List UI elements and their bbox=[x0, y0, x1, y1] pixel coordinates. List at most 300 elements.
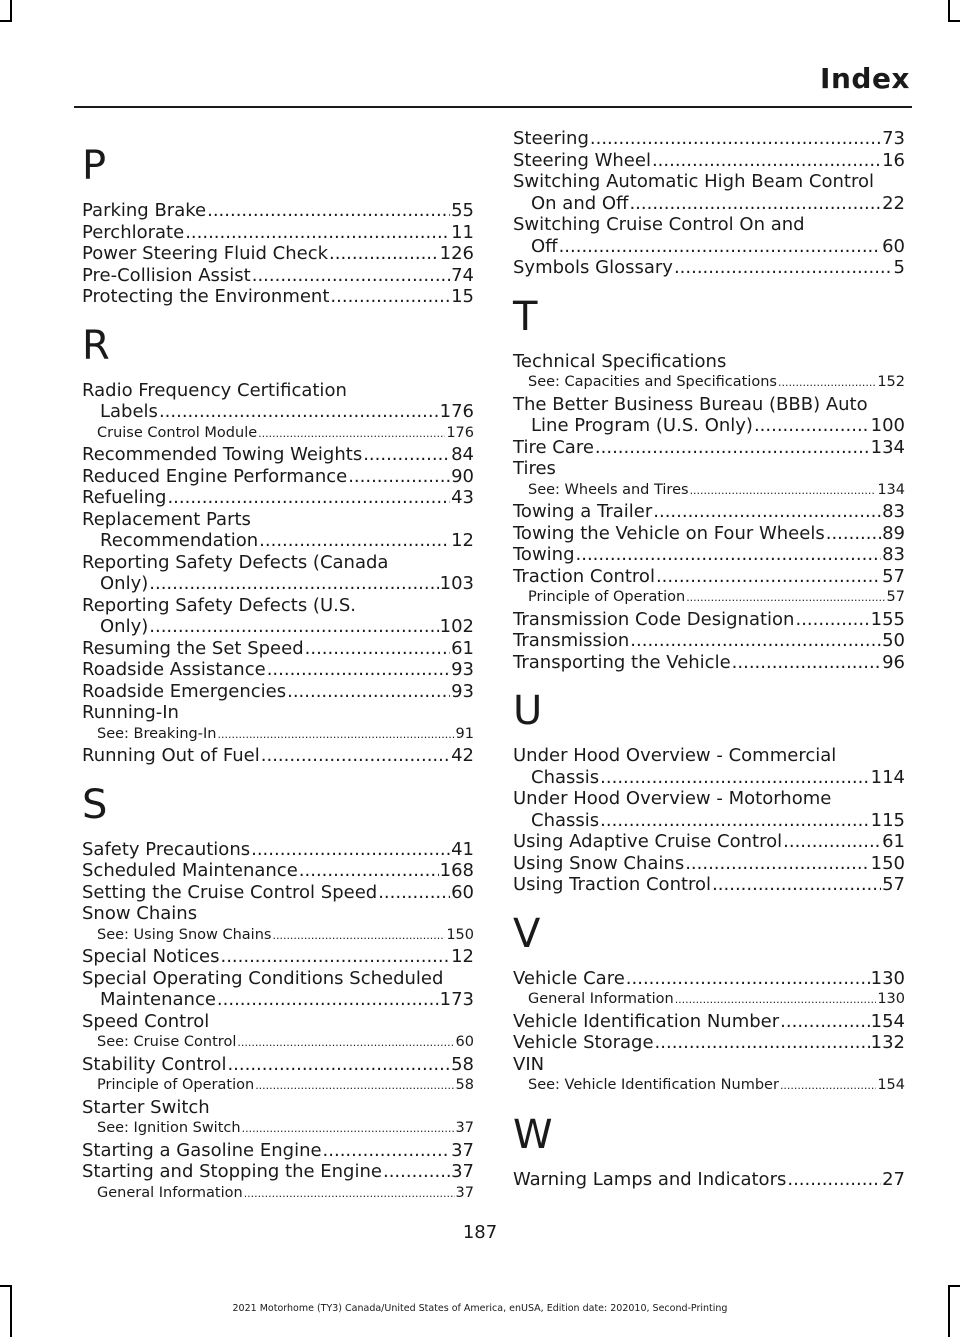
page-ref[interactable]: 96 bbox=[882, 651, 905, 673]
index-heading: Tires bbox=[513, 458, 556, 479]
page-ref[interactable]: 58 bbox=[451, 1053, 474, 1075]
page-ref[interactable]: 115 bbox=[870, 809, 905, 831]
entry-text-line1: Radio Frequency Certification bbox=[82, 379, 347, 401]
page-ref[interactable]: 73 bbox=[882, 128, 905, 149]
entry-row bbox=[513, 566, 905, 588]
section-letter: W bbox=[513, 1111, 553, 1158]
entry-row bbox=[528, 372, 905, 394]
entry-text: Pre-Collision Assist bbox=[82, 264, 251, 286]
entry-text: Resuming the Set Speed bbox=[82, 637, 304, 659]
index-entry[interactable] bbox=[513, 544, 905, 566]
entry-row bbox=[82, 745, 474, 767]
index-heading: Running-In bbox=[82, 702, 179, 723]
index-entry[interactable] bbox=[513, 437, 905, 459]
page-ref[interactable]: 114 bbox=[870, 766, 905, 788]
index-entry[interactable] bbox=[82, 882, 474, 904]
dot-leader bbox=[159, 401, 439, 423]
entry-text: Cruise Control Module bbox=[97, 424, 258, 441]
dot-leader bbox=[255, 1075, 454, 1097]
entry-row bbox=[82, 659, 474, 681]
index-entry[interactable] bbox=[513, 652, 905, 674]
dot-leader bbox=[251, 839, 450, 861]
index-subentry[interactable] bbox=[513, 480, 905, 502]
dot-leader bbox=[630, 630, 881, 652]
entry-text-line1: Under Hood Overview - Motorhome bbox=[513, 788, 832, 809]
dot-leader bbox=[305, 638, 450, 660]
page-ref[interactable]: 11 bbox=[451, 221, 474, 243]
entry-text: General Information bbox=[528, 991, 674, 1007]
index-entry[interactable] bbox=[82, 552, 474, 595]
page-ref[interactable]: 90 bbox=[451, 465, 474, 487]
page-ref[interactable]: 100 bbox=[870, 415, 905, 436]
index-subentry[interactable] bbox=[82, 1075, 474, 1097]
page-ref[interactable]: 15 bbox=[451, 286, 474, 307]
page-ref[interactable]: 83 bbox=[882, 544, 905, 565]
section-letter: R bbox=[82, 322, 110, 369]
dot-leader bbox=[244, 1183, 455, 1205]
dot-leader bbox=[167, 487, 450, 509]
page-ref[interactable]: 58 bbox=[455, 1077, 474, 1093]
index-entry[interactable] bbox=[82, 681, 474, 703]
entry-text: Labels bbox=[100, 401, 158, 422]
entry-row bbox=[513, 767, 905, 789]
entry-row bbox=[82, 200, 474, 222]
index-entry[interactable] bbox=[513, 214, 905, 257]
page-ref[interactable]: 37 bbox=[451, 1139, 474, 1161]
entry-row bbox=[82, 573, 474, 595]
entry-text: Setting the Cruise Control Speed bbox=[82, 881, 378, 903]
entry-row bbox=[82, 1054, 474, 1076]
dot-leader bbox=[778, 372, 876, 394]
page-ref[interactable]: 176 bbox=[446, 424, 474, 441]
dot-leader bbox=[674, 257, 893, 279]
entry-row bbox=[513, 437, 905, 459]
entry-row bbox=[82, 882, 474, 904]
index-entry[interactable] bbox=[513, 1032, 905, 1054]
page-title: Index bbox=[820, 62, 910, 95]
entry-row bbox=[528, 480, 905, 502]
entry-row bbox=[513, 544, 905, 566]
index-subentry[interactable] bbox=[513, 372, 905, 394]
page-ref[interactable]: 16 bbox=[882, 149, 905, 171]
page-ref[interactable]: 176 bbox=[439, 401, 474, 422]
entry-row bbox=[82, 243, 474, 265]
entry-text-line1: The Better Business Bureau (BBB) Auto bbox=[513, 393, 868, 415]
crop-mark bbox=[948, 0, 950, 22]
index-entry[interactable] bbox=[513, 788, 905, 831]
entry-row bbox=[82, 839, 474, 861]
entry-text: Using Snow Chains bbox=[513, 852, 685, 874]
crop-mark bbox=[948, 20, 960, 22]
index-entry[interactable] bbox=[513, 150, 905, 172]
index-entry[interactable] bbox=[82, 200, 474, 222]
index-entry[interactable] bbox=[82, 1140, 474, 1162]
entry-row bbox=[82, 946, 474, 968]
index-heading: Technical Specifications bbox=[513, 350, 727, 372]
entry-text: Principle of Operation bbox=[528, 589, 686, 605]
index-subentry[interactable] bbox=[82, 1183, 474, 1205]
index-heading: Snow Chains bbox=[82, 903, 198, 924]
entry-row bbox=[82, 616, 474, 638]
page-ref[interactable]: 132 bbox=[870, 1032, 905, 1053]
entry-text: Vehicle Care bbox=[513, 967, 625, 989]
page-ref[interactable]: 37 bbox=[455, 1120, 474, 1136]
entry-text: Towing a Trailer bbox=[513, 501, 653, 522]
entry-row bbox=[97, 1118, 474, 1140]
index-entry[interactable] bbox=[513, 394, 905, 437]
entry-text-line1: Reporting Safety Defects (Canada bbox=[82, 551, 389, 573]
entry-text: Using Traction Control bbox=[513, 874, 712, 895]
dot-leader bbox=[600, 810, 869, 832]
page-ref[interactable]: 93 bbox=[451, 680, 474, 702]
entry-text: Transporting the Vehicle bbox=[513, 651, 731, 673]
dot-leader bbox=[287, 681, 450, 703]
index-entry[interactable] bbox=[513, 523, 905, 545]
page-ref[interactable]: 57 bbox=[882, 565, 905, 587]
entry-text: General Information bbox=[97, 1184, 243, 1201]
entry-row bbox=[513, 1169, 905, 1191]
index-entry[interactable] bbox=[82, 1054, 474, 1076]
page-ref[interactable]: 150 bbox=[870, 852, 905, 874]
index-entry[interactable] bbox=[513, 1169, 905, 1191]
page-ref[interactable]: 84 bbox=[451, 444, 474, 465]
dot-leader bbox=[712, 874, 881, 896]
entry-row bbox=[97, 1032, 474, 1054]
index-entry[interactable] bbox=[82, 380, 474, 423]
index-subentry[interactable] bbox=[513, 1075, 905, 1097]
dot-leader bbox=[675, 989, 877, 1011]
header-rule bbox=[74, 106, 912, 108]
dot-leader bbox=[242, 1118, 455, 1140]
index-entry[interactable] bbox=[513, 609, 905, 631]
dot-leader bbox=[780, 1075, 876, 1097]
entry-text-line1: Switching Automatic High Beam Control bbox=[513, 171, 874, 192]
page-ref[interactable]: 130 bbox=[877, 991, 905, 1007]
entry-text: Roadside Emergencies bbox=[82, 680, 287, 702]
entry-text: Starting and Stopping the Engine bbox=[82, 1161, 382, 1182]
entry-row bbox=[82, 681, 474, 703]
entry-row bbox=[513, 501, 905, 523]
index-entry[interactable] bbox=[513, 630, 905, 652]
page-ref[interactable]: 27 bbox=[882, 1168, 905, 1190]
index-entry[interactable] bbox=[82, 1161, 474, 1183]
entry-row bbox=[82, 466, 474, 488]
entry-row bbox=[82, 530, 474, 552]
page-ref[interactable]: 74 bbox=[451, 264, 474, 286]
entry-text: See: Cruise Control bbox=[97, 1034, 237, 1050]
entry-row bbox=[513, 236, 905, 258]
page-ref[interactable]: 43 bbox=[451, 487, 474, 508]
section-letter: T bbox=[513, 293, 538, 340]
page-ref[interactable]: 154 bbox=[870, 1010, 905, 1032]
page-ref[interactable]: 152 bbox=[877, 374, 905, 390]
dot-leader bbox=[363, 444, 450, 466]
index-entry[interactable] bbox=[82, 839, 474, 861]
page-ref[interactable]: 150 bbox=[446, 926, 474, 943]
dot-leader bbox=[686, 587, 885, 609]
page-ref[interactable]: 155 bbox=[870, 608, 905, 630]
entry-row bbox=[82, 444, 474, 466]
entry-row bbox=[82, 265, 474, 287]
page-ref[interactable]: 55 bbox=[451, 200, 474, 221]
index-subentry[interactable] bbox=[82, 1032, 474, 1054]
entry-text: Recommended Towing Weights bbox=[82, 444, 363, 465]
index-entry[interactable] bbox=[513, 171, 905, 214]
entry-row bbox=[513, 193, 905, 215]
page-ref[interactable]: 12 bbox=[451, 530, 474, 551]
entry-text: Recommendation bbox=[100, 530, 259, 551]
entry-text: Scheduled Maintenance bbox=[82, 860, 298, 881]
page-ref[interactable]: 134 bbox=[870, 436, 905, 458]
page-ref[interactable]: 61 bbox=[451, 637, 474, 659]
dot-leader bbox=[787, 1169, 881, 1191]
page-ref[interactable]: 134 bbox=[877, 481, 905, 498]
entry-row bbox=[513, 853, 905, 875]
dot-leader bbox=[185, 222, 450, 244]
dot-leader bbox=[656, 566, 881, 588]
index-entry[interactable] bbox=[82, 968, 474, 1011]
index-entry[interactable] bbox=[82, 638, 474, 660]
index-entry[interactable] bbox=[513, 1011, 905, 1033]
page-ref[interactable]: 130 bbox=[870, 967, 905, 989]
index-entry[interactable] bbox=[82, 509, 474, 552]
index-subentry[interactable] bbox=[513, 989, 905, 1011]
index-entry[interactable] bbox=[513, 501, 905, 523]
entry-text: Transmission Code Designation bbox=[513, 608, 795, 630]
entry-row bbox=[513, 523, 905, 545]
entry-text: On and Off bbox=[531, 192, 629, 214]
entry-text: Symbols Glossary bbox=[513, 257, 673, 278]
page-ref[interactable]: 57 bbox=[882, 874, 905, 895]
index-column-right bbox=[513, 128, 905, 1190]
index-subentry[interactable] bbox=[513, 587, 905, 609]
entry-row bbox=[513, 874, 905, 896]
dot-leader bbox=[220, 946, 450, 968]
dot-leader bbox=[690, 480, 877, 502]
entry-text: See: Using Snow Chains bbox=[97, 926, 272, 943]
page-ref[interactable]: 12 bbox=[451, 946, 474, 967]
section-letter: S bbox=[82, 781, 108, 828]
page-ref[interactable]: 57 bbox=[886, 589, 905, 605]
footer-text: 2021 Motorhome (TY3) Canada/United States of America, enUSA, Edition date: 202010, Second-Printing bbox=[232, 1303, 728, 1314]
index-heading: Speed Control bbox=[82, 1010, 210, 1032]
index-entry[interactable] bbox=[82, 265, 474, 287]
entry-row bbox=[513, 1011, 905, 1033]
index-entry[interactable] bbox=[82, 860, 474, 882]
entry-row bbox=[97, 724, 474, 746]
entry-row bbox=[513, 128, 905, 150]
entry-row bbox=[513, 415, 905, 437]
entry-row bbox=[528, 989, 905, 1011]
entry-text: Towing the Vehicle on Four Wheels bbox=[513, 522, 825, 544]
index-entry[interactable] bbox=[513, 831, 905, 853]
index-entry[interactable] bbox=[82, 243, 474, 265]
entry-text: Chassis bbox=[531, 809, 600, 831]
dot-leader bbox=[259, 530, 450, 552]
index-entry[interactable] bbox=[82, 659, 474, 681]
dot-leader bbox=[754, 415, 870, 437]
index-subentry[interactable] bbox=[82, 724, 474, 746]
page-ref[interactable]: 103 bbox=[439, 573, 474, 594]
dot-leader bbox=[576, 544, 882, 566]
dot-leader bbox=[595, 437, 870, 459]
page-ref[interactable]: 91 bbox=[455, 725, 474, 742]
entry-row bbox=[82, 860, 474, 882]
entry-text: Traction Control bbox=[513, 565, 655, 587]
dot-leader bbox=[826, 523, 881, 545]
dot-leader bbox=[227, 1054, 450, 1076]
dot-leader bbox=[655, 1032, 870, 1054]
index-subentry[interactable] bbox=[82, 423, 474, 445]
entry-row bbox=[82, 487, 474, 509]
index-entry[interactable] bbox=[513, 566, 905, 588]
entry-row bbox=[513, 1032, 905, 1054]
dot-leader bbox=[299, 860, 439, 882]
crop-mark bbox=[948, 1285, 960, 1287]
dot-leader bbox=[261, 745, 450, 767]
page-ref[interactable]: 83 bbox=[882, 501, 905, 522]
entry-row bbox=[82, 401, 474, 423]
entry-text: Parking Brake bbox=[82, 200, 207, 221]
page-ref[interactable]: 50 bbox=[882, 630, 905, 651]
index-entry[interactable] bbox=[513, 128, 905, 150]
index-entry[interactable] bbox=[513, 968, 905, 990]
page-ref[interactable]: 37 bbox=[451, 1161, 474, 1182]
index-entry[interactable] bbox=[513, 853, 905, 875]
entry-text: Warning Lamps and Indicators bbox=[513, 1168, 787, 1190]
index-subentry[interactable] bbox=[82, 1118, 474, 1140]
dot-leader bbox=[685, 853, 869, 875]
page-ref[interactable]: 60 bbox=[882, 235, 905, 257]
dot-leader bbox=[378, 882, 450, 904]
dot-leader bbox=[267, 659, 450, 681]
entry-row bbox=[528, 1075, 905, 1097]
index-entry[interactable] bbox=[82, 487, 474, 509]
entry-text: Reduced Engine Performance bbox=[82, 465, 348, 487]
index-column-left bbox=[82, 128, 474, 1204]
entry-text: Only) bbox=[100, 616, 149, 637]
dot-leader bbox=[795, 609, 869, 631]
dot-leader bbox=[323, 1140, 451, 1162]
entry-text: See: Capacities and Specifications bbox=[528, 374, 777, 390]
dot-leader bbox=[207, 200, 450, 222]
entry-text: Refueling bbox=[82, 487, 167, 508]
index-entry[interactable] bbox=[513, 257, 905, 279]
entry-text: Perchlorate bbox=[82, 221, 185, 243]
dot-leader bbox=[590, 128, 881, 150]
page-ref[interactable]: 37 bbox=[455, 1184, 474, 1201]
dot-leader bbox=[252, 265, 450, 287]
dot-leader bbox=[348, 466, 450, 488]
page-ref[interactable]: 60 bbox=[451, 881, 474, 903]
entry-text: See: Wheels and Tires bbox=[528, 481, 689, 498]
dot-leader bbox=[780, 1011, 869, 1033]
index-subentry[interactable] bbox=[82, 925, 474, 947]
index-entry[interactable] bbox=[82, 946, 474, 968]
entry-text: Towing bbox=[513, 544, 575, 565]
dot-leader bbox=[237, 1032, 454, 1054]
page-ref[interactable]: 5 bbox=[893, 257, 905, 278]
entry-text: Maintenance bbox=[100, 989, 216, 1010]
entry-text-line1: Reporting Safety Defects (U.S. bbox=[82, 594, 356, 616]
dot-leader bbox=[652, 150, 881, 172]
entry-text: Using Adaptive Cruise Control bbox=[513, 831, 783, 852]
index-entry[interactable] bbox=[82, 286, 474, 308]
crop-mark bbox=[10, 0, 12, 22]
page-ref[interactable]: 61 bbox=[882, 831, 905, 852]
page-ref[interactable]: 168 bbox=[439, 860, 474, 881]
page-ref[interactable]: 154 bbox=[877, 1077, 905, 1093]
index-entry[interactable] bbox=[513, 745, 905, 788]
page-ref[interactable]: 60 bbox=[455, 1034, 474, 1050]
page-ref[interactable]: 126 bbox=[439, 243, 474, 264]
dot-leader bbox=[732, 652, 881, 674]
dot-leader bbox=[149, 573, 438, 595]
dot-leader bbox=[383, 1161, 450, 1183]
entry-text: Steering bbox=[513, 128, 589, 149]
index-entry[interactable] bbox=[82, 444, 474, 466]
entry-text-line1: Switching Cruise Control On and bbox=[513, 214, 805, 235]
entry-text: Principle of Operation bbox=[97, 1077, 255, 1093]
entry-row bbox=[513, 968, 905, 990]
entry-row bbox=[528, 587, 905, 609]
entry-row bbox=[82, 286, 474, 308]
page-number: 187 bbox=[462, 1222, 498, 1243]
entry-text: See: Vehicle Identification Number bbox=[528, 1077, 779, 1093]
dot-leader bbox=[272, 925, 445, 947]
section-letter: U bbox=[513, 688, 543, 734]
entry-row bbox=[82, 638, 474, 660]
entry-row bbox=[513, 810, 905, 832]
entry-text: Steering Wheel bbox=[513, 149, 651, 171]
page-ref[interactable]: 93 bbox=[451, 659, 474, 680]
entry-text: Only) bbox=[100, 573, 149, 594]
index-heading: Starter Switch bbox=[82, 1096, 210, 1118]
entry-row bbox=[513, 652, 905, 674]
entry-row bbox=[82, 1161, 474, 1183]
entry-text: Stability Control bbox=[82, 1053, 227, 1075]
index-entry[interactable] bbox=[82, 745, 474, 767]
dot-leader bbox=[217, 724, 454, 746]
dot-leader bbox=[149, 616, 438, 638]
entry-row bbox=[97, 1075, 474, 1097]
dot-leader bbox=[258, 423, 445, 445]
entry-row bbox=[82, 222, 474, 244]
entry-text: Power Steering Fluid Check bbox=[82, 243, 329, 264]
entry-text: See: Ignition Switch bbox=[97, 1120, 241, 1136]
page-ref[interactable]: 89 bbox=[882, 522, 905, 544]
index-entry[interactable] bbox=[82, 222, 474, 244]
page-ref[interactable]: 173 bbox=[439, 989, 474, 1010]
page-ref[interactable]: 41 bbox=[451, 838, 474, 860]
page-ref[interactable]: 22 bbox=[882, 192, 905, 214]
entry-row bbox=[513, 609, 905, 631]
entry-text-line1: Special Operating Conditions Scheduled bbox=[82, 967, 444, 989]
index-entry[interactable] bbox=[513, 874, 905, 896]
page-ref[interactable]: 102 bbox=[439, 616, 474, 637]
index-entry[interactable] bbox=[82, 595, 474, 638]
index-entry[interactable] bbox=[82, 466, 474, 488]
page-ref[interactable]: 42 bbox=[451, 745, 474, 766]
entry-text: Transmission bbox=[513, 630, 630, 651]
dot-leader bbox=[217, 989, 439, 1011]
entry-row bbox=[97, 925, 474, 947]
dot-leader bbox=[653, 501, 881, 523]
dot-leader bbox=[559, 236, 882, 258]
entry-row bbox=[513, 831, 905, 853]
crop-mark bbox=[0, 20, 12, 22]
entry-text-line1: Replacement Parts bbox=[82, 508, 251, 530]
